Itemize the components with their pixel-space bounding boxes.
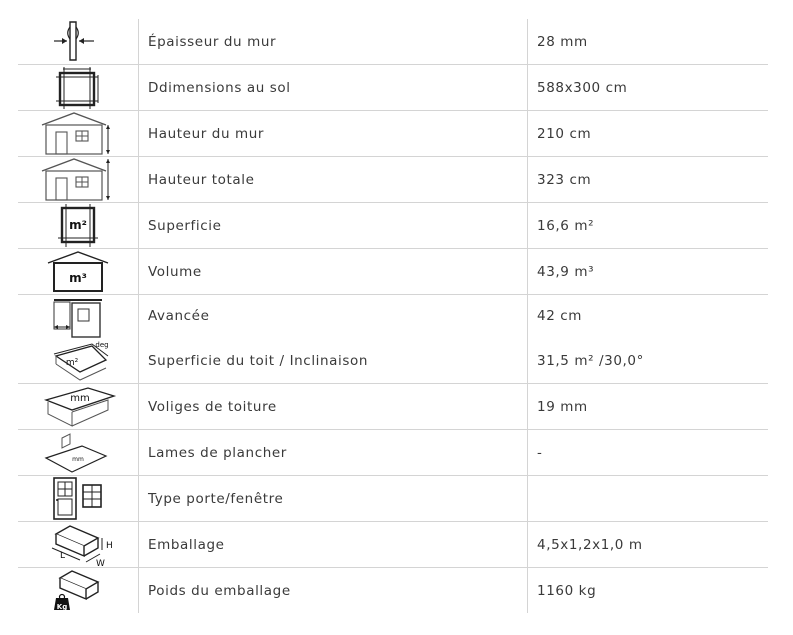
spec-value: 42 cm xyxy=(537,308,583,324)
spec-label: Type porte/fenêtre xyxy=(148,490,284,507)
floor-boards-icon-text: mm xyxy=(72,456,84,463)
volume-icon-text: m³ xyxy=(69,271,87,285)
spec-row-wall-height xyxy=(18,111,768,157)
spec-value: 16,6 m² xyxy=(537,217,595,234)
total-height-icon xyxy=(18,157,138,202)
spec-row-volume xyxy=(18,249,768,295)
package-icon-w: W xyxy=(96,559,105,569)
spec-value: 19 mm xyxy=(537,398,588,415)
roof-boards-icon-text: mm xyxy=(70,393,90,404)
spec-label: Superficie du toit / Inclinaison xyxy=(148,353,369,369)
spec-value: 588x300 cm xyxy=(537,79,628,96)
door-window-icon xyxy=(18,476,138,521)
spec-row-surface-area xyxy=(18,203,768,249)
spec-label: Superficie xyxy=(148,217,222,234)
roof-boards-icon xyxy=(18,384,138,429)
spec-label: Volume xyxy=(148,263,202,280)
spec-label: Lames de plancher xyxy=(148,444,287,461)
spec-row-roof-boards xyxy=(18,384,768,430)
spec-row-total-height xyxy=(18,157,768,203)
roof-icon-deg-text: deg xyxy=(95,341,109,349)
roof-icon-text: m² xyxy=(65,358,79,368)
spec-row-wall-thickness xyxy=(18,19,768,65)
overhang-icon xyxy=(18,295,138,340)
spec-row-floor-dimensions xyxy=(18,65,768,111)
roof-area-pitch-icon xyxy=(18,340,138,383)
spec-value: 210 cm xyxy=(537,125,592,142)
spec-label: Emballage xyxy=(148,536,225,553)
spec-row-overhang-roof xyxy=(18,295,768,384)
specifications-table xyxy=(18,19,768,613)
wall-thickness-icon xyxy=(18,19,138,64)
floor-dimensions-icon xyxy=(18,65,138,110)
spec-label: Hauteur totale xyxy=(148,171,255,188)
spec-value: 323 cm xyxy=(537,171,592,188)
spec-label: Ddimensions au sol xyxy=(148,79,291,96)
spec-value: 28 mm xyxy=(537,33,588,50)
spec-value: 43,9 m³ xyxy=(537,263,595,280)
spec-value: 1160 kg xyxy=(537,582,597,599)
spec-row-door-window xyxy=(18,476,768,522)
surface-icon-text: m² xyxy=(69,218,87,232)
volume-icon xyxy=(18,249,138,294)
wall-height-icon xyxy=(18,111,138,156)
spec-row-package-weight xyxy=(18,568,768,613)
weight-icon-text: Kg xyxy=(56,603,68,611)
spec-label: Poids du emballage xyxy=(148,582,291,599)
spec-label: Épaisseur du mur xyxy=(148,33,277,50)
package-dimensions-icon xyxy=(18,522,138,567)
spec-value: 31,5 m² /30,0° xyxy=(537,353,644,369)
package-icon-l: L xyxy=(60,551,66,561)
package-icon-h: H xyxy=(106,541,113,551)
spec-row-package xyxy=(18,522,768,568)
floor-boards-icon xyxy=(18,430,138,475)
spec-value: 4,5x1,2x1,0 m xyxy=(537,536,643,553)
package-weight-icon xyxy=(18,568,138,613)
surface-area-icon xyxy=(18,203,138,248)
spec-row-floor-boards xyxy=(18,430,768,476)
spec-label: Hauteur du mur xyxy=(148,125,265,142)
spec-label: Voliges de toiture xyxy=(148,398,277,415)
spec-value: - xyxy=(537,444,543,461)
spec-label: Avancée xyxy=(148,308,210,324)
